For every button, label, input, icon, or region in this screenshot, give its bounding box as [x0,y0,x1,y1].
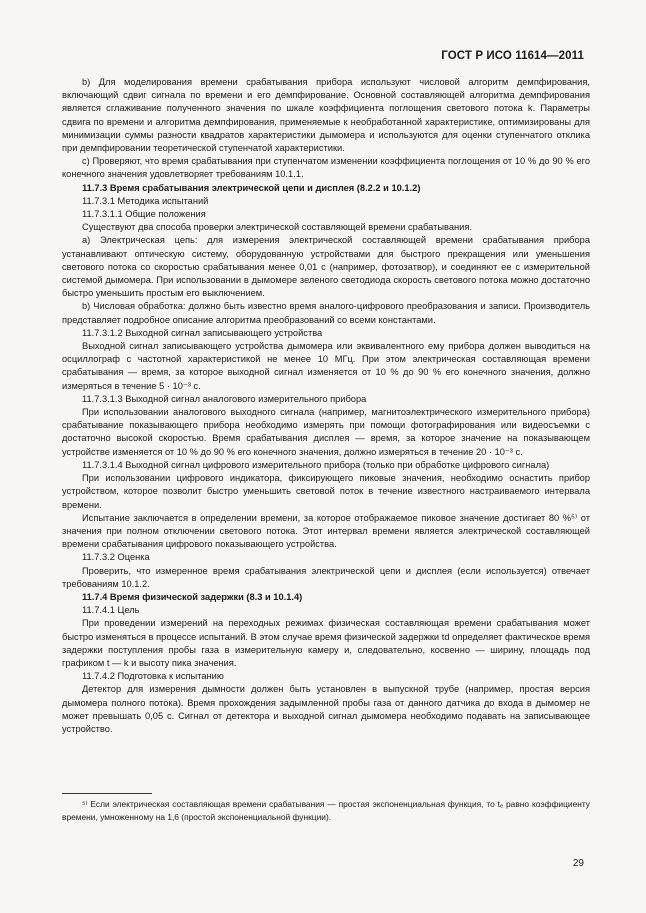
paragraph: Проверить, что измеренное время срабатывания электрической цепи и дисплея (если используется) отвечает требованиям 10.1.2. [62,565,590,589]
paragraph: b) Для моделирования времени срабатывания прибора используют числовой алгоритм демпфирования, включающий сдвиг сигнала по времени и его демпфирование. Основной составляющей алгоритма демпфирования является сглаживание полученного значения по шкале коэффициента поглощения светового потока k. Параметры сдвига по времени и алгоритма демпфирования, применяемые к необработанной характеристике, оптимизированы для минимизации суммы разности квадратов характеристики дымомера и используются для оценки ступенчатого отклика при демпфировании теоретической ступенчатой характеристики. [62,77,590,154]
paragraph: a) Электрическая цепь: для измерения электрической составляющей времени срабатывания прибора устанавливают оптическую систему, оборудованную устройствами для быстрого прекращения или уменьшения светового потока со скоростью срабатывания менее 0,01 с (например, фотозатвор), и соединяют ее с измерительной системой дымомера. При использовании в дымомере зеленого светодиода скорость светового потока можно достаточно быстро уменьшить простым его выключением. [62,235,590,299]
section-heading: 11.7.4 Время физической задержки (8.3 и 10.1.4) [82,591,303,602]
section-heading: 11.7.3 Время срабатывания электрической цепи и дисплея (8.2.2 и 10.1.2) [82,182,421,193]
document-body [62,76,590,736]
paragraph: Существуют два способа проверки электрической составляющей времени срабатывания. [82,222,472,233]
subsection-heading: 11.7.3.1.4 Выходной сигнал цифрового измерительного прибора (только при обработке цифрового сигнала) [82,459,550,470]
paragraph: При использовании аналогового выходного сигнала (например, магнитоэлектрического измерительного прибора) срабатывание показывающего прибора необходимо измерять при помощи фотографирования или видеосъемки с достаточно высокой скоростью. Время срабатывания дисплея — время, за которое значение на показывающем устройстве изменяется от 10 % до 90 % его конечного значения, должно измеряться в течение 20 · 10⁻³ с. [62,407,590,457]
footnote [62,798,590,824]
subsection-heading: 11.7.3.1 Методика испытаний [82,195,209,206]
paragraph: При использовании цифрового индикатора, фиксирующего пиковые значения, необходимо оснастить прибор устройством, которое позволит быстро уменьшить световой поток в течение известного настраиваемого интервала времени. [62,473,590,510]
subsection-heading: 11.7.4.2 Подготовка к испытанию [82,671,224,682]
footnote-divider [62,793,152,794]
paragraph: Испытание заключается в определении времени, за которое отображаемое пиковое значение достигает 80 %⁵⁾ от значения при полном отключении светового потока. Этот интервал времени является электрической составляющей времени срабатывания цифрового показывающего устройства. [62,512,590,550]
footnote-text: ⁵⁾ Если электрическая составляющая времени срабатывания — простая экспоненциальная функция, то tₑ равно коэффициенту времени, умноженному на 1,6 (простой экспоненциальной функции). [62,799,590,822]
page-number: 29 [572,858,584,869]
subsection-heading: 11.7.4.1 Цель [82,605,140,616]
paragraph: При проведении измерений на переходных режимах физическая составляющая времени срабатывания может быстро изменяться в процессе испытаний. В этом случае время физической задержки td определяет фактическое время задержки поступления пробы газа в измерительную камеру и, следовательно, косвенно — ширину, площадь под графиком t — k и высоту пика значения. [62,618,590,668]
paragraph: c) Проверяют, что время срабатывания при ступенчатом изменении коэффициента поглощения от 10 % до 90 % его конечного значения удовлетворяет требованиям 10.1.1. [62,156,590,180]
paragraph: Выходной сигнал записывающего устройства дымомера или эквивалентного ему прибора должен выводиться на осциллограф с частотной характеристикой не менее 10 МГц. При этом электрическая составляющая времени срабатывания — время, за которое выходной сигнал изменяется от 10 % до 90 % его конечного значения, должно измеряться в течение 5 · 10⁻³ с. [62,341,590,391]
subsection-heading: 11.7.3.2 Оценка [82,552,150,563]
paragraph: b) Числовая обработка: должно быть известно время аналого-цифрового преобразования и записи. Производитель представляет подробное описание алгоритма преобразований со всеми константами. [62,301,590,325]
paragraph: Детектор для измерения дымности должен быть установлен в выпускной трубе (например, простая версия дымомера полного потока). Время прохождения задымленной пробы газа от данного датчика до входа в дымомер не может превышать 0,05 с. Сигнал от детектора и выходной сигнал дымомера необходимо подавать на записывающее устройство. [62,684,590,734]
standard-header: ГОСТ Р ИСО 11614—2011 [441,50,584,62]
subsection-heading: 11.7.3.1.1 Общие положения [82,209,206,220]
subsection-heading: 11.7.3.1.2 Выходной сигнал записывающего устройства [82,327,323,338]
subsection-heading: 11.7.3.1.3 Выходной сигнал аналогового измерительного прибора [82,393,367,404]
